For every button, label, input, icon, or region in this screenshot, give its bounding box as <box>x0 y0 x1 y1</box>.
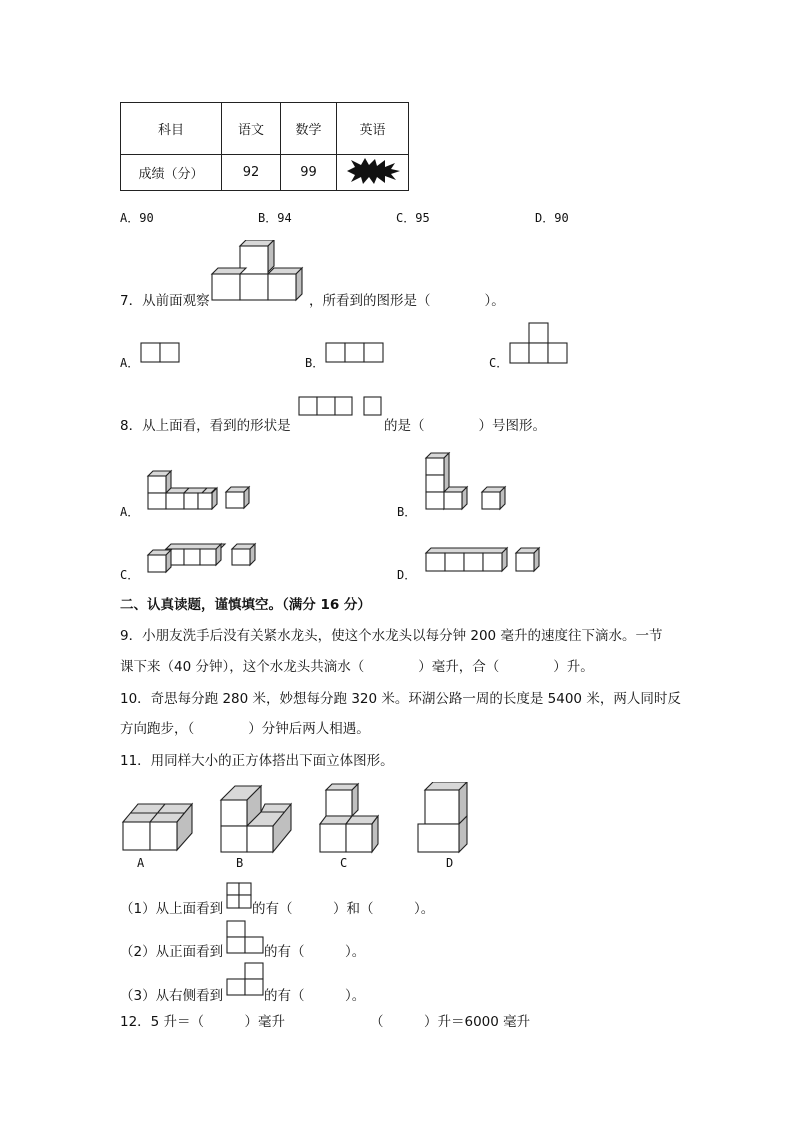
q11-sub3-suffix: 的有（ ）。 <box>264 988 366 1004</box>
q8-prefix: 8．从上面看，看到的形状是 <box>120 418 291 434</box>
q8-option-c[interactable]: C． <box>120 568 140 582</box>
ink-blot-icon <box>345 157 401 185</box>
q7-option-a[interactable]: A． <box>120 356 140 370</box>
q7-prefix: 7．从前面观察 <box>120 293 210 309</box>
table-row-label: 成绩（分） <box>121 155 222 191</box>
q7-option-b[interactable]: B． <box>305 356 325 370</box>
q11-figure-a <box>123 804 192 850</box>
q11-figure-c <box>320 784 378 852</box>
q7-option-a-shape <box>140 342 182 364</box>
q6-option-d[interactable]: D．90 <box>535 211 569 225</box>
q11-sub3-prefix: （3）从右侧看到 <box>120 988 224 1004</box>
q7-option-c-shape <box>509 322 571 366</box>
q7-option-c[interactable]: C． <box>489 356 509 370</box>
q11-label-b: B <box>236 856 244 870</box>
q8-option-b-figure <box>424 452 514 512</box>
table-header: 英语 <box>337 103 409 155</box>
q10-line2: 方向跑步，（ ）分钟后两人相遇。 <box>120 721 370 737</box>
table-header: 科目 <box>121 103 222 155</box>
q8-option-a-figure <box>146 466 256 510</box>
q11-label-d: D <box>446 856 454 870</box>
q6-option-a[interactable]: A．90 <box>120 211 154 225</box>
q11-title: 11．用同样大小的正方体搭出下面立体图形。 <box>120 753 394 769</box>
ink-blot-cell <box>337 155 409 191</box>
table-cell: 99 <box>281 155 337 191</box>
q11-figure-d <box>418 782 467 852</box>
q11-sub2-shape <box>226 920 266 956</box>
q12-part2: （ ）升＝6000 毫升 <box>370 1014 531 1030</box>
q11-sub2-suffix: 的有（ ）。 <box>264 944 366 960</box>
q8-top-view-shape <box>298 396 386 418</box>
q11-sub3-shape <box>226 962 266 998</box>
q11-figures <box>120 782 470 872</box>
table-header: 数学 <box>281 103 337 155</box>
q8-option-d-figure <box>424 545 548 575</box>
q11-label-a: A <box>137 856 145 870</box>
table-cell: 92 <box>222 155 281 191</box>
q11-sub2-prefix: （2）从正面看到 <box>120 944 224 960</box>
q10-line1: 10．奇思每分跑 280 米，妙想每分跑 320 米。环湖公路一周的长度是 5400 米，两人同时反 <box>120 691 681 707</box>
q11-sub1-shape <box>226 882 252 910</box>
q12-part1: 12．5 升＝（ ）毫升 <box>120 1014 286 1030</box>
q8-option-b[interactable]: B． <box>397 505 417 519</box>
q8-option-d[interactable]: D． <box>397 568 417 582</box>
q11-figure-b <box>221 786 291 852</box>
q7-suffix: ，所看到的图形是（ ）。 <box>309 293 505 309</box>
q6-option-b[interactable]: B．94 <box>258 211 292 225</box>
q6-option-c[interactable]: C．95 <box>396 211 430 225</box>
table-header: 语文 <box>222 103 281 155</box>
q9-line1: 9．小朋友洗手后没有关紧水龙头，使这个水龙头以每分钟 200 毫升的速度往下滴水。一节 <box>120 628 663 644</box>
q11-sub1-prefix: （1）从上面看到 <box>120 901 224 917</box>
q8-suffix: 的是（ ）号图形。 <box>384 418 546 434</box>
section-2-title: 二、认真读题，谨慎填空。（满分 16 分） <box>120 597 371 613</box>
q8-option-a[interactable]: A． <box>120 505 140 519</box>
q11-label-c: C <box>340 856 348 870</box>
q11-sub1-suffix: 的有（ ）和（ ）。 <box>252 901 435 917</box>
q8-option-c-figure <box>146 540 262 574</box>
q7-cube-figure <box>210 240 306 302</box>
q9-line2: 课下来（40 分钟），这个水龙头共滴水（ ）毫升，合（ ）升。 <box>120 659 594 675</box>
q7-option-b-shape <box>325 342 387 364</box>
score-table <box>120 102 409 191</box>
